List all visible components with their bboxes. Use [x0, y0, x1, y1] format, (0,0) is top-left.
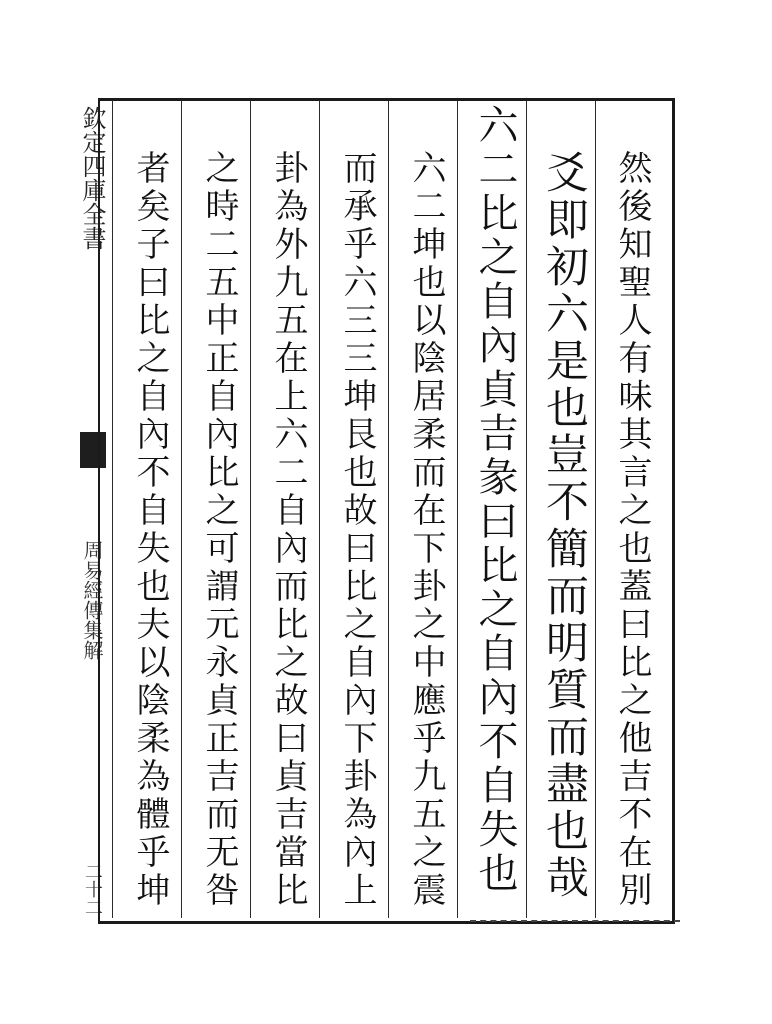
book-label: 欽定四庫全書 [78, 106, 106, 250]
page-number: 二十二 [82, 862, 103, 916]
chapter-title: 周易經傳集解 [80, 540, 104, 660]
column-rule [112, 100, 113, 918]
text-column-4: 六二坤也以陰居柔而在下卦之中應乎九五之震 [406, 150, 446, 910]
text-column-7: 之時二五中正自內比之可謂元永貞正吉而无咎 [199, 150, 239, 910]
text-column-5: 而承乎六三三坤艮也故曰比之自內下卦為內上 [337, 150, 377, 910]
text-column-2: 爻即初六是也豈不簡而明質而盡也哉 [539, 150, 589, 902]
text-column-3: 六二比之自內貞吉彖曰比之自內不自失也 [472, 104, 518, 896]
text-column-6: 卦為外九五在上六二自內而比之故曰貞吉當比 [268, 150, 308, 910]
text-column-1: 然後知聖人有味其言之也蓋曰比之他吉不在別 [612, 150, 652, 910]
frame-bottom-edge [470, 920, 680, 928]
text-column-8: 者矣子曰比之自內不自失也夫以陰柔為體乎坤 [130, 150, 170, 910]
